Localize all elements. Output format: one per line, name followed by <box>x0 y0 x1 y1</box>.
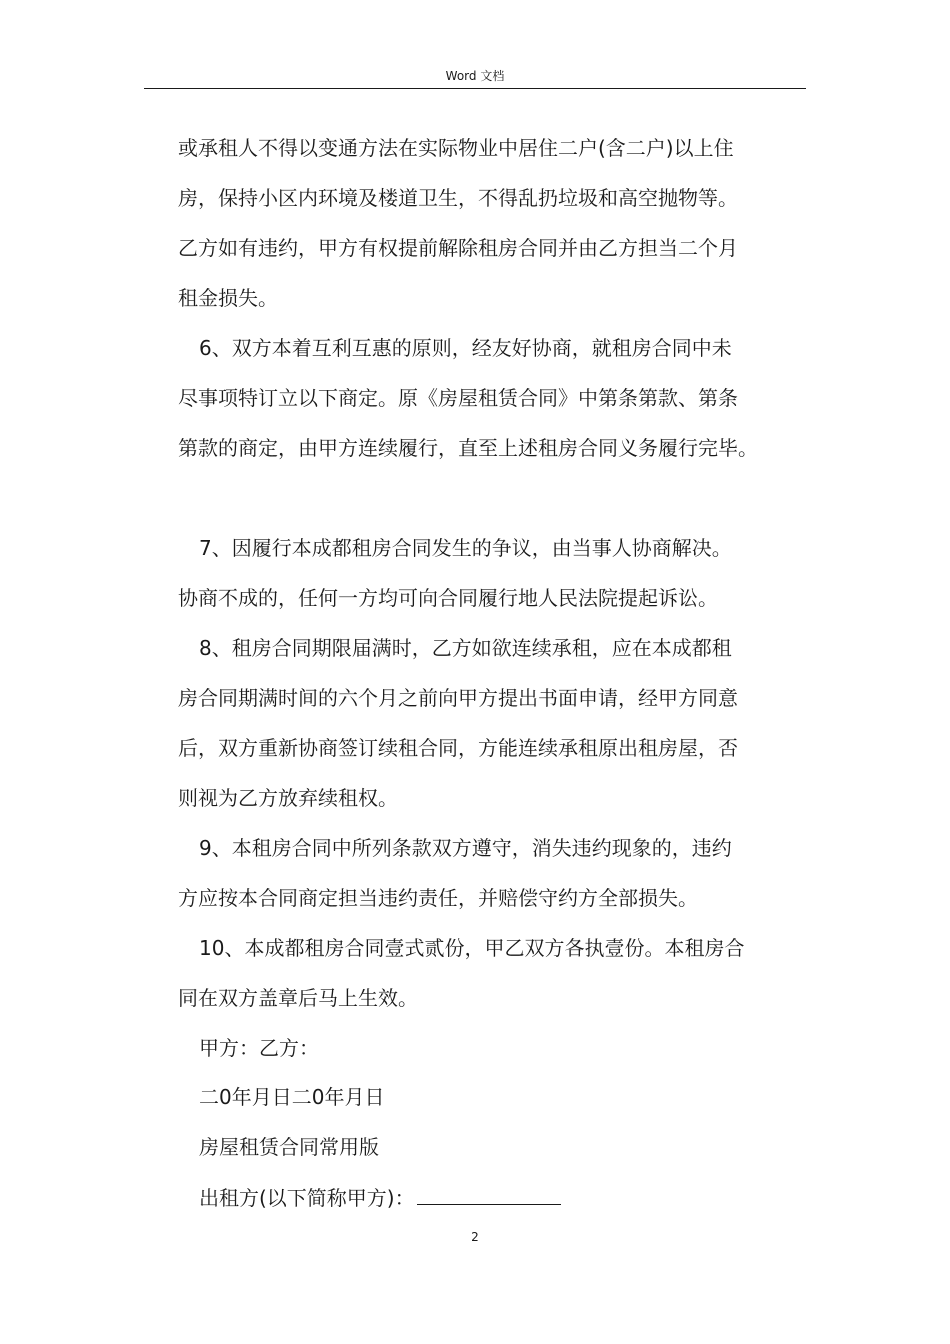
text-line: 8、租房合同期限届满时，乙方如欲连续承租，应在本成都租 <box>199 636 732 660</box>
text-line: 7、因履行本成都租房合同发生的争议，由当事人协商解决。 <box>199 536 732 560</box>
page-number: 2 <box>471 1230 479 1244</box>
page-header <box>144 64 806 89</box>
text-line: 方应按本合同商定担当违约责任，并赔偿守约方全部损失。 <box>178 886 698 910</box>
text-line: 房合同期满时间的六个月之前向甲方提出书面申请，经甲方同意 <box>178 686 738 710</box>
text-line: 同在双方盖章后马上生效。 <box>178 986 418 1010</box>
text-line: 6、双方本着互利互惠的原则，经友好协商，就租房合同中未 <box>199 336 732 360</box>
section-title: 房屋租赁合同常用版 <box>199 1135 379 1159</box>
text-line: 乙方如有违约，甲方有权提前解除租房合同并由乙方担当二个月 <box>178 236 738 260</box>
text-line: 租金损失。 <box>178 286 278 310</box>
text-line: 后，双方重新协商签订续租合同，方能连续承租原出租房屋，否 <box>178 736 738 760</box>
text-line: 协商不成的，任何一方均可向合同履行地人民法院提起诉讼。 <box>178 586 718 610</box>
text-line: 9、本租房合同中所列条款双方遵守，消失违约现象的，违约 <box>199 836 732 860</box>
text-line: 则视为乙方放弃续租权。 <box>178 786 398 810</box>
text-line: 房，保持小区内环境及楼道卫生，不得乱扔垃圾和高空抛物等。 <box>178 186 738 210</box>
text-line: 尽事项特订立以下商定。原《房屋租赁合同》中第条第款、第条 <box>178 386 738 410</box>
signature-dates: 二0年月日二0年月日 <box>199 1085 385 1109</box>
text-line: 10、本成都租房合同壹式贰份，甲乙双方各执壹份。本租房合 <box>199 936 745 960</box>
lessor-label: 出租方(以下简称甲方)： <box>199 1186 415 1210</box>
text-line: 第款的商定，由甲方连续履行，直至上述租房合同义务履行完毕。 <box>178 436 758 460</box>
lessor-line <box>199 1182 561 1213</box>
lessor-blank-underline <box>417 1182 561 1205</box>
signature-parties: 甲方：乙方： <box>199 1036 319 1060</box>
text-line: 或承租人不得以变通方法在实际物业中居住二户(含二户)以上住 <box>178 136 734 160</box>
header-title: Word 文档 <box>445 69 505 83</box>
